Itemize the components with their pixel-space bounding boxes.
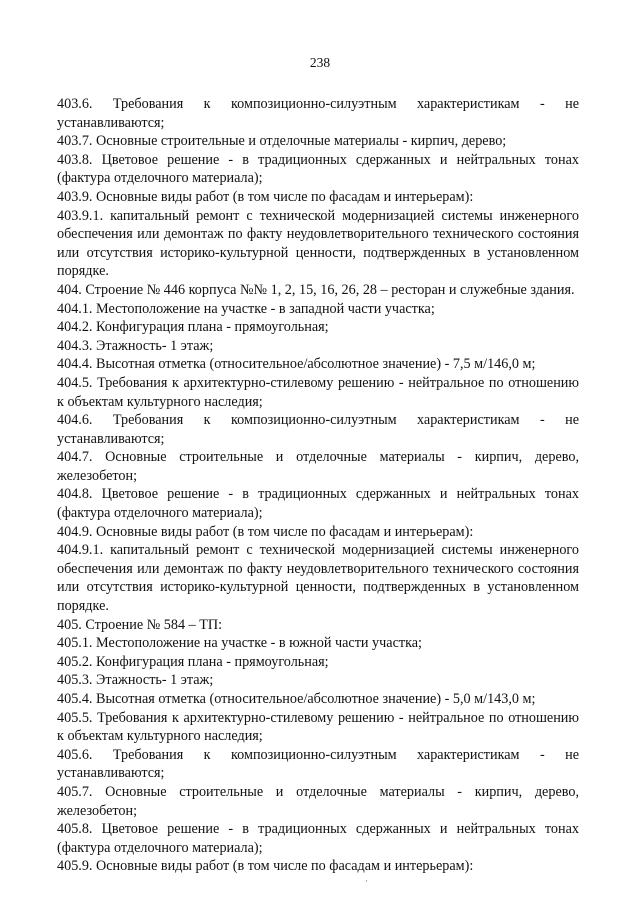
paragraph-405-8: 405.8. Цветовое решение - в традиционных сдержанных и нейтральных тонах (фактура отделочного материала); bbox=[57, 821, 579, 856]
paragraph-404-8: 404.8. Цветовое решение - в традиционных сдержанных и нейтральных тонах (фактура отделочного материала); bbox=[57, 486, 579, 522]
paragraph-404-9-1: 404.9.1. капитальный ремонт с технической модернизацией системы инженерного обеспечения или демонтаж по факту неудовлетворительного технического состояния или отсутствия историко-культурной ценности, подтвержденных в установленном порядке. bbox=[57, 542, 579, 615]
paragraph-403-6: 403.6. Требования к композиционно-силуэтным характеристикам - не устанавливаются; bbox=[57, 96, 579, 131]
document-body bbox=[57, 95, 579, 876]
paragraph-404-9: 404.9. Основные виды работ (в том числе по фасадам и интерьерам): bbox=[57, 523, 474, 540]
paragraph-404: 404. Строение № 446 корпуса №№ 1, 2, 15, 16, 26, 28 – ресторан и служебные здания. bbox=[57, 281, 575, 298]
paragraph-404-2: 404.2. Конфигурация плана - прямоугольная; bbox=[57, 319, 329, 336]
paragraph-403-7: 403.7. Основные строительные и отделочные материалы - кирпич, дерево; bbox=[57, 133, 507, 150]
paragraph-404-3: 404.3. Этажность- 1 этаж; bbox=[57, 337, 214, 354]
paragraph-404-7: 404.7. Основные строительные и отделочные материалы - кирпич, дерево, железобетон; bbox=[57, 449, 579, 484]
page-number: 238 bbox=[309, 55, 331, 70]
paragraph-405-9: 405.9. Основные виды работ (в том числе по фасадам и интерьерам): bbox=[57, 858, 474, 875]
paragraph-405-6: 405.6. Требования к композиционно-силуэтным характеристикам - не устанавливаются; bbox=[57, 746, 579, 782]
scan-dot-mark: · bbox=[365, 876, 368, 886]
paragraph-405-2: 405.2. Конфигурация плана - прямоугольная; bbox=[57, 653, 329, 670]
paragraph-404-6: 404.6. Требования к композиционно-силуэтным характеристикам - не устанавливаются; bbox=[57, 412, 579, 447]
paragraph-404-5: 404.5. Требования к архитектурно-стилевому решению - нейтральное по отношению к объектам культурного наследия; bbox=[57, 374, 579, 410]
paragraph-405-7: 405.7. Основные строительные и отделочные материалы - кирпич, дерево, железобетон; bbox=[57, 783, 579, 819]
paragraph-404-4: 404.4. Высотная отметка (относительное/абсолютное значение) - 7,5 м/146,0 м; bbox=[57, 356, 536, 373]
paragraph-405-1: 405.1. Местоположение на участке - в южной части участка; bbox=[57, 635, 423, 652]
paragraph-403-9-1: 403.9.1. капитальный ремонт с технической модернизацией системы инженерного обеспечения или демонтаж по факту неудовлетворительного технического состояния или отсутствия историко-культурной ценности, подтвержденных в установленном порядке. bbox=[57, 207, 579, 280]
paragraph-405: 405. Строение № 584 – ТП: bbox=[57, 616, 223, 633]
paragraph-405-5: 405.5. Требования к архитектурно-стилевому решению - нейтральное по отношению к объектам культурного наследия; bbox=[57, 709, 579, 745]
paragraph-405-3: 405.3. Этажность- 1 этаж; bbox=[57, 672, 214, 689]
paragraph-405-4: 405.4. Высотная отметка (относительное/абсолютное значение) - 5,0 м/143,0 м; bbox=[57, 691, 536, 707]
paragraph-403-9: 403.9. Основные виды работ (в том числе по фасадам и интерьерам): bbox=[57, 188, 474, 205]
paragraph-404-1: 404.1. Местоположение на участке - в западной части участка; bbox=[57, 300, 435, 317]
paragraph-403-8: 403.8. Цветовое решение - в традиционных сдержанных и нейтральных тонах (фактура отделочного материала); bbox=[57, 151, 579, 187]
